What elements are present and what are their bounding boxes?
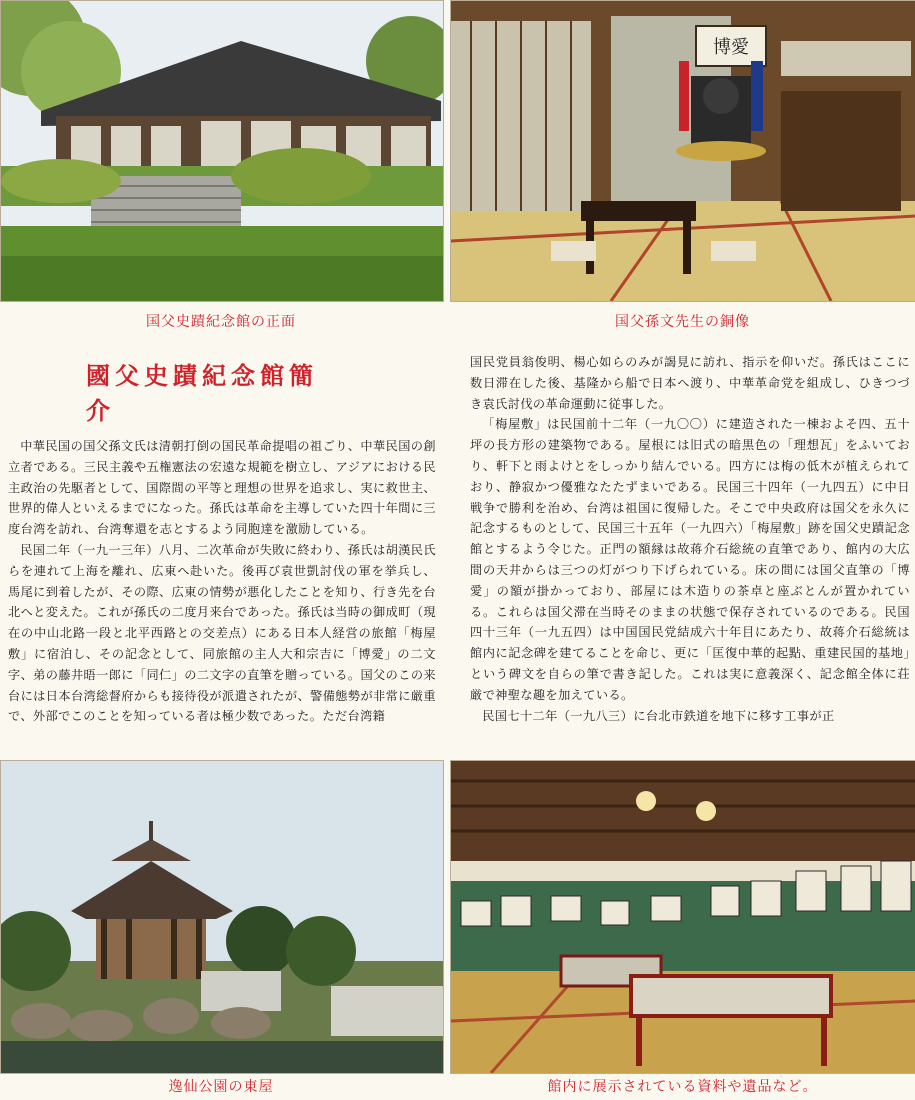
plaque-text: 博愛 xyxy=(713,37,749,58)
article-left-column xyxy=(8,436,436,727)
photo-exhibition-room xyxy=(450,760,915,1074)
right-paragraph-2: 「梅屋敷」は民国前十二年（一九〇〇）に建造された一棟およそ四、五十坪の長方形の建築物である。屋根には旧式の暗黒色の「理想瓦」をふいており、軒下と雨よけとをしっかり結んでいる。四方には梅の低木が植えられており、静寂かつ優雅なたたずまいである。民国三十四年（一九四五）に中日戦争で勝利を治め、台湾は祖国に復帰した。そこで中央政府は国父を永久に記念するものとして、民国三十五年（一九四六）「梅屋敷」跡を国父史蹟記念館とするよう令じた。正門の額縁は故蒋介石総統の直筆であり、館内の大広間の天井からは三つの灯がつり下げられている。床の間には国父直筆の「博愛」の額が掛かっており、部屋には木造りの茶卓と座ぶとんが置かれている。これらは国父滞在当時そのままの状態で保存されているのである。民国四十三年（一九五四）は中国国民党結成六十年目にあたり、故蒋介石総統は館内に記念碑を建てることを命じ、更に「匡復中華的起點、重建民国的基地」という碑文を自らの筆で書き記した。これは実に意義深く、記念館全体に荘厳で神聖な趣を加えている。 xyxy=(470,417,910,702)
photo-bronze-bust-room xyxy=(450,0,915,302)
left-paragraph-2: 民国二年（一九一三年）八月、二次革命が失敗に終わり、孫氏は胡漢民氏らを連れて上海を離れ、広東へ赴いた。後再び袁世凱討伐の軍を挙兵し、馬尾に到着したが、その際、広東の情勢が悪化したことを知り、行き先を台北へと変えた。これが孫氏の二度月来台であった。孫氏は当時の御成町（現在の中山北路一段と北平西路との交差点）にある日本人経営の旅館「梅屋敷」に宿泊し、その記念として、同旅館の主人大和宗吉に「博愛」の二文字、弟の藤井晤一郎に「同仁」の二文字の直筆を贈っている。国父のこの来台には日本台湾総督府からも接待役が派遣されたが、警備態勢が非常に厳重で、外部でこのことを知っている者は極少数であった。ただ台湾籍 xyxy=(8,542,436,724)
photo-pavilion xyxy=(0,760,444,1074)
caption-pavilion: 逸仙公園の東屋 xyxy=(168,1079,274,1095)
pavilion-image xyxy=(1,761,443,1073)
caption-bronze-bust: 国父孫文先生の銅像 xyxy=(615,314,750,330)
right-paragraph-3: 民国七十二年（一九八三）に台北市鉄道を地下に移す工事が正 xyxy=(482,708,835,723)
exhibition-room-image xyxy=(451,761,915,1073)
caption-memorial-hall-front: 国父史蹟紀念館の正面 xyxy=(146,314,296,330)
memorial-hall-front-image xyxy=(1,1,443,301)
photo-memorial-hall-front xyxy=(0,0,444,302)
bronze-bust-image xyxy=(451,1,915,301)
article-title: 國父史蹟紀念館簡介 xyxy=(86,361,318,425)
left-paragraph-1: 中華民国の国父孫文氏は清朝打倒の国民革命提唱の祖ごり、中華民国の創立者である。三民主義や五権憲法の宏遠な規範を樹立し、アジアにおける民主政治の先駆者として、国際間の平等と理想の世界を追求し、実に救世主、世界的偉人といえるまでになった。孫氏は革命を主導していた四十年間に三度台湾を訪れ、台湾奪還を志とするよう同胞達を激励している。 xyxy=(8,439,436,537)
caption-exhibition-room: 館内に展示されている資料や遺品など。 xyxy=(547,1079,818,1095)
right-paragraph-1: 国民党員翁俊明、楊心如らのみが謁見に訪れ、指示を仰いだ。孫氏はここに数日滞在した後、基隆から船で日本へ渡り、中華革命党を組成し、ひきつづき袁氏討伐の革命運動に従事した。 xyxy=(470,355,910,411)
article-right-column xyxy=(470,352,910,726)
